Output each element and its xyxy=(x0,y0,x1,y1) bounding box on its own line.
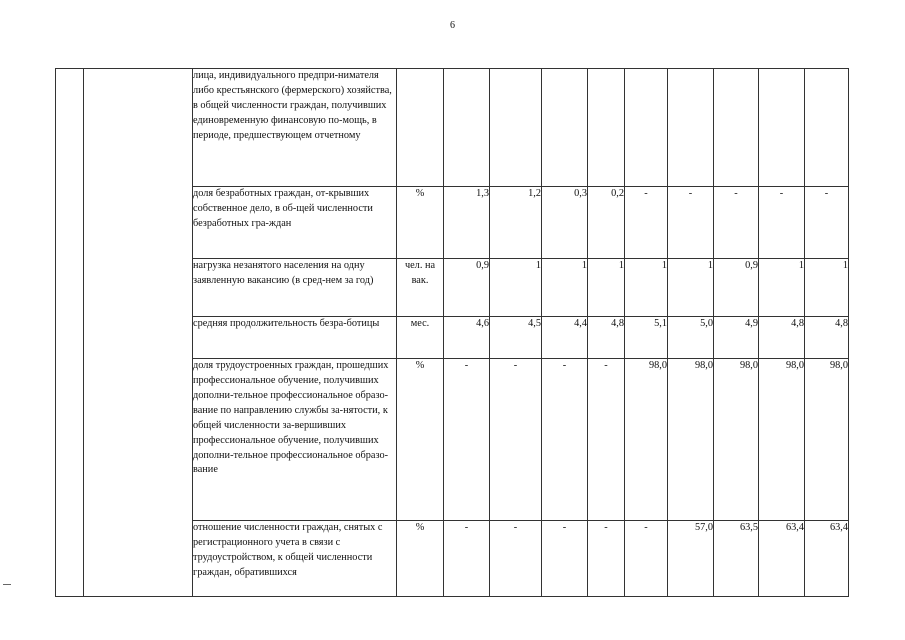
value-cell: - xyxy=(625,187,668,259)
value-cell: - xyxy=(668,187,714,259)
value-cell: - xyxy=(588,521,625,597)
value-cell: 1,3 xyxy=(444,187,490,259)
indicator-description-text: доля безработных граждан, от-крывших собственное дело, в об-щей численности безработных гра-ждан xyxy=(193,188,373,229)
indicator-description xyxy=(193,359,397,521)
value-cell: 98,0 xyxy=(805,359,849,521)
value-cell: - xyxy=(805,187,849,259)
indicator-description-text: отношение численности граждан, снятых с регистрационного учета в связи с трудоустройством, к общей численности граждан, обратившихся xyxy=(193,522,383,578)
value-cell: 63,5 xyxy=(714,521,759,597)
value-cell: 98,0 xyxy=(714,359,759,521)
value-cell: 98,0 xyxy=(668,359,714,521)
indicator-description-text: нагрузка незанятого населения на одну заявленную вакансию (в сред-нем за год) xyxy=(193,260,374,286)
value-cell: - xyxy=(490,359,542,521)
section-name-cell xyxy=(84,69,193,597)
unit-cell: % xyxy=(397,187,444,259)
indicators-table xyxy=(55,68,849,597)
value-cell xyxy=(490,69,542,187)
value-cell: 98,0 xyxy=(759,359,805,521)
indicator-description-text: доля трудоустроенных граждан, прошедших профессиональное обучение, получивших дополни-тельное профессиональное образо-вание по направлению службы за-нятости, к общей численности за-вершивших профессиональное обучение, получивших дополни-тельное профессиональное образо-вание xyxy=(193,360,389,476)
indicator-description-text: средняя продолжительность безра-ботицы xyxy=(193,318,380,329)
indicator-description xyxy=(193,317,397,359)
value-cell: 98,0 xyxy=(625,359,668,521)
value-cell: - xyxy=(625,521,668,597)
value-cell: 1,2 xyxy=(490,187,542,259)
table-row xyxy=(56,69,849,187)
value-cell: 63,4 xyxy=(805,521,849,597)
page-number: 6 xyxy=(450,20,455,31)
value-cell: 0,2 xyxy=(588,187,625,259)
value-cell xyxy=(625,69,668,187)
value-cell: 1 xyxy=(668,259,714,317)
value-cell xyxy=(805,69,849,187)
value-cell: 1 xyxy=(759,259,805,317)
unit-cell: % xyxy=(397,359,444,521)
value-cell: 1 xyxy=(542,259,588,317)
value-cell: 4,9 xyxy=(714,317,759,359)
value-cell: 4,5 xyxy=(490,317,542,359)
value-cell xyxy=(444,69,490,187)
indicator-description xyxy=(193,69,397,187)
value-cell xyxy=(668,69,714,187)
value-cell xyxy=(588,69,625,187)
value-cell: 0,9 xyxy=(444,259,490,317)
unit-cell: чел. на вак. xyxy=(397,259,444,317)
value-cell: 4,8 xyxy=(759,317,805,359)
indicator-description xyxy=(193,521,397,597)
value-cell: 0,3 xyxy=(542,187,588,259)
value-cell: 4,8 xyxy=(805,317,849,359)
value-cell: 1 xyxy=(588,259,625,317)
indicator-description xyxy=(193,259,397,317)
value-cell: - xyxy=(444,359,490,521)
unit-cell xyxy=(397,69,444,187)
value-cell xyxy=(714,69,759,187)
value-cell: 57,0 xyxy=(668,521,714,597)
value-cell: 1 xyxy=(625,259,668,317)
row-number-cell xyxy=(56,69,84,597)
value-cell: - xyxy=(490,521,542,597)
value-cell xyxy=(542,69,588,187)
value-cell: 4,4 xyxy=(542,317,588,359)
value-cell: - xyxy=(542,521,588,597)
value-cell xyxy=(759,69,805,187)
unit-cell: % xyxy=(397,521,444,597)
value-cell: 5,0 xyxy=(668,317,714,359)
value-cell: - xyxy=(588,359,625,521)
value-cell: - xyxy=(759,187,805,259)
indicator-description xyxy=(193,187,397,259)
value-cell: 63,4 xyxy=(759,521,805,597)
value-cell: - xyxy=(542,359,588,521)
value-cell: 5,1 xyxy=(625,317,668,359)
value-cell: 4,6 xyxy=(444,317,490,359)
value-cell: - xyxy=(444,521,490,597)
indicator-description-text: лица, индивидуального предпри-нимателя либо крестьянского (фермерского) хозяйства, в общей численности граждан, получивших единовременную финансовую по-мощь, в периоде, предшествующем отчетному xyxy=(193,70,392,141)
margin-tick xyxy=(3,584,11,585)
value-cell: 4,8 xyxy=(588,317,625,359)
value-cell: 1 xyxy=(490,259,542,317)
unit-cell: мес. xyxy=(397,317,444,359)
value-cell: - xyxy=(714,187,759,259)
value-cell: 0,9 xyxy=(714,259,759,317)
value-cell: 1 xyxy=(805,259,849,317)
